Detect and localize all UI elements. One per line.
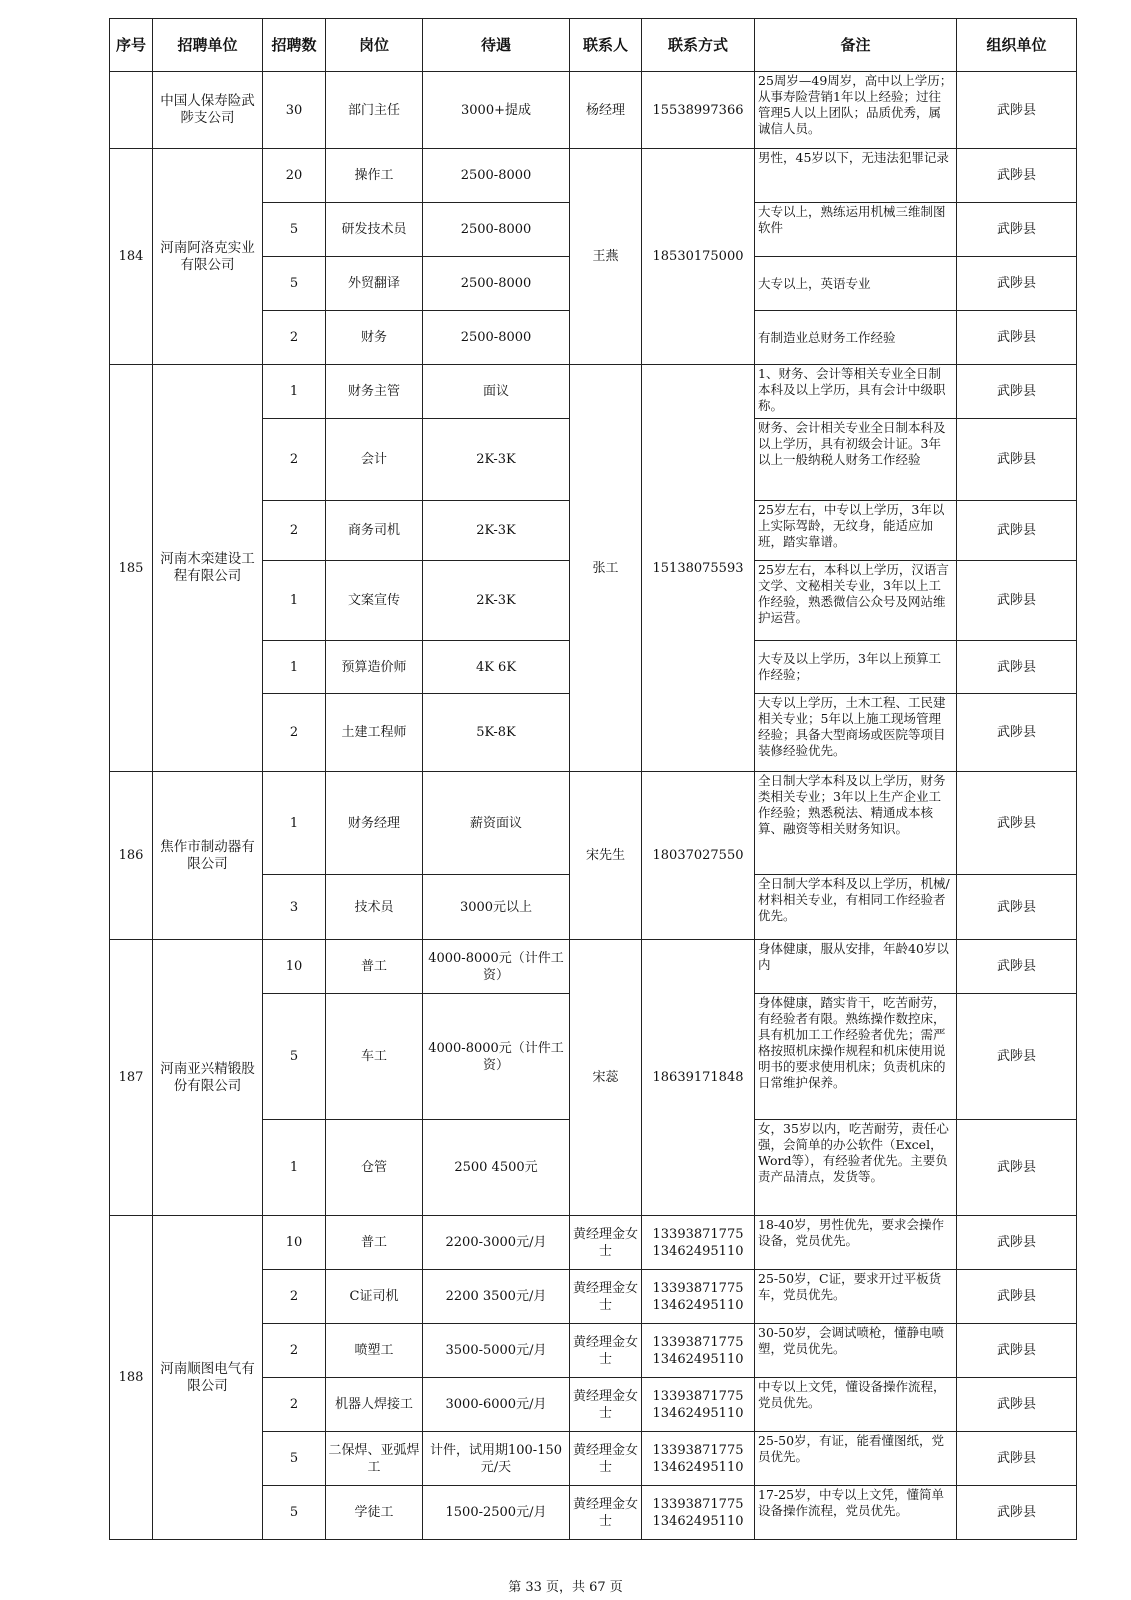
company-contact: 杨经理 [570,72,642,149]
job-count: 5 [263,1432,326,1486]
job-note: 25周岁—49周岁，高中以上学历；从事寿险营销1年以上经验；过往管理5人以上团队；品质优秀，属诚信人员。 [755,72,957,149]
job-note: 25岁左右，本科以上学历，汉语言文学、文秘相关专业，3年以上工作经验，熟悉微信公众号及网站维护运营。 [755,561,957,641]
header-phone: 联系方式 [642,19,755,72]
job-count: 1 [263,365,326,419]
job-contact: 黄经理金女士 [570,1270,642,1324]
job-post: 文案宣传 [326,561,423,641]
job-count: 2 [263,694,326,772]
job-note: 25岁左右，中专以上学历，3年以上实际驾龄，无纹身，能适应加班，踏实靠谱。 [755,501,957,561]
job-pay: 1500-2500元/月 [423,1486,570,1540]
job-phone: 13393871775 13462495110 [642,1486,755,1540]
company-phone: 18639171848 [642,940,755,1216]
company-name: 河南木栾建设工程有限公司 [153,365,263,772]
job-pay: 2500-8000 [423,203,570,257]
company-contact: 宋蕊 [570,940,642,1216]
job-post: 操作工 [326,149,423,203]
job-note: 25-50岁，C证，要求开过平板货车，党员优先。 [755,1270,957,1324]
job-pay: 3000元以上 [423,875,570,940]
table-row [110,149,1077,203]
job-count: 1 [263,1120,326,1216]
job-pay: 计件，试用期100-150元/天 [423,1432,570,1486]
company-no: 186 [110,772,153,940]
company-no [110,72,153,149]
job-post: 仓管 [326,1120,423,1216]
job-phone: 13393871775 13462495110 [642,1432,755,1486]
company-phone: 18530175000 [642,149,755,365]
company-name: 河南亚兴精锻股份有限公司 [153,940,263,1216]
job-pay: 面议 [423,365,570,419]
header-pay: 待遇 [423,19,570,72]
job-pay: 3000-6000元/月 [423,1378,570,1432]
job-org: 武陟县 [957,1216,1077,1270]
job-note: 1、财务、会计等相关专业全日制本科及以上学历，具有会计中级职称。 [755,365,957,419]
job-post: 财务主管 [326,365,423,419]
company-contact: 张工 [570,365,642,772]
job-note: 17-25岁，中专以上文凭，懂简单设备操作流程，党员优先。 [755,1486,957,1540]
job-post: C证司机 [326,1270,423,1324]
company-no: 188 [110,1216,153,1540]
company-name: 河南阿洛克实业有限公司 [153,149,263,365]
job-pay: 薪资面议 [423,772,570,875]
job-contact: 黄经理金女士 [570,1378,642,1432]
job-count: 20 [263,149,326,203]
job-post: 普工 [326,940,423,994]
table-row [110,365,1077,419]
job-phone: 13393871775 13462495110 [642,1216,755,1270]
recruitment-table-sheet [109,18,1076,1571]
table-row [110,72,1077,149]
job-pay: 3500-5000元/月 [423,1324,570,1378]
job-post: 技术员 [326,875,423,940]
job-note: 女，35岁以内，吃苦耐劳，责任心强，会简单的办公软件（Excel，Word等），有经验者优先。主要负责产品清点，发货等。 [755,1120,957,1216]
job-org: 武陟县 [957,419,1077,501]
job-post: 喷塑工 [326,1324,423,1378]
header-note: 备注 [755,19,957,72]
header-contact: 联系人 [570,19,642,72]
job-pay: 3000+提成 [423,72,570,149]
job-post: 土建工程师 [326,694,423,772]
job-contact: 黄经理金女士 [570,1216,642,1270]
company-phone: 15138075593 [642,365,755,772]
job-note: 中专以上文凭，懂设备操作流程，党员优先。 [755,1378,957,1432]
job-note: 身体健康，踏实肯干，吃苦耐劳，有经验者有限。熟练操作数控床，具有机加工工作经验者优先；需严格按照机床操作规程和机床使用说明书的要求使用机床；负责机床的日常维护保养。 [755,994,957,1120]
job-note: 大专以上学历，土木工程、工民建相关专业；5年以上施工现场管理经验；具备大型商场或医院等项目装修经验优先。 [755,694,957,772]
job-pay: 4K 6K [423,641,570,694]
job-pay: 5K-8K [423,694,570,772]
job-pay: 4000-8000元（计件工资） [423,994,570,1120]
job-org: 武陟县 [957,875,1077,940]
job-note: 大专以上，英语专业 [755,257,957,311]
job-count: 2 [263,1270,326,1324]
job-count: 5 [263,994,326,1120]
table-row [110,772,1077,875]
job-count: 2 [263,1378,326,1432]
job-count: 2 [263,311,326,365]
job-note: 全日制大学本科及以上学历，机械/材料相关专业，有相同工作经验者优先。 [755,875,957,940]
job-note: 大专及以上学历，3年以上预算工作经验； [755,641,957,694]
company-name: 河南顺图电气有限公司 [153,1216,263,1540]
job-org: 武陟县 [957,994,1077,1120]
job-count: 1 [263,641,326,694]
job-org: 武陟县 [957,1120,1077,1216]
job-note: 25-50岁，有证，能看懂图纸，党员优先。 [755,1432,957,1486]
job-count: 3 [263,875,326,940]
job-count: 5 [263,1486,326,1540]
job-contact: 黄经理金女士 [570,1432,642,1486]
job-pay: 2200 3500元/月 [423,1270,570,1324]
job-org: 武陟县 [957,1324,1077,1378]
job-note: 大专以上，熟练运用机械三维制图软件 [755,203,957,257]
job-post: 部门主任 [326,72,423,149]
job-pay: 2K-3K [423,501,570,561]
job-org: 武陟县 [957,501,1077,561]
job-contact: 黄经理金女士 [570,1324,642,1378]
job-org: 武陟县 [957,311,1077,365]
header-company: 招聘单位 [153,19,263,72]
job-org: 武陟县 [957,561,1077,641]
company-contact: 宋先生 [570,772,642,940]
job-org: 武陟县 [957,1378,1077,1432]
job-org: 武陟县 [957,1432,1077,1486]
job-pay: 2K-3K [423,561,570,641]
job-org: 武陟县 [957,365,1077,419]
job-count: 1 [263,561,326,641]
header-org: 组织单位 [957,19,1077,72]
job-note: 18-40岁，男性优先，要求会操作设备，党员优先。 [755,1216,957,1270]
job-pay: 2500 4500元 [423,1120,570,1216]
job-count: 2 [263,501,326,561]
job-org: 武陟县 [957,641,1077,694]
job-post: 外贸翻译 [326,257,423,311]
job-org: 武陟县 [957,694,1077,772]
job-pay: 2200-3000元/月 [423,1216,570,1270]
job-phone: 13393871775 13462495110 [642,1270,755,1324]
job-pay: 2500-8000 [423,257,570,311]
page-number: 第 33 页，共 67 页 [508,1580,623,1595]
job-post: 预算造价师 [326,641,423,694]
job-post: 研发技术员 [326,203,423,257]
job-post: 商务司机 [326,501,423,561]
company-phone: 18037027550 [642,772,755,940]
job-count: 2 [263,419,326,501]
job-org: 武陟县 [957,72,1077,149]
job-count: 10 [263,940,326,994]
job-note: 男性，45岁以下，无违法犯罪记录 [755,149,957,203]
job-org: 武陟县 [957,149,1077,203]
job-phone: 13393871775 13462495110 [642,1324,755,1378]
job-count: 5 [263,203,326,257]
job-count: 10 [263,1216,326,1270]
company-no: 185 [110,365,153,772]
job-note: 身体健康，服从安排，年龄40岁以内 [755,940,957,994]
company-name: 中国人保寿险武陟支公司 [153,72,263,149]
page-footer [0,1576,1131,1595]
job-note: 有制造业总财务工作经验 [755,311,957,365]
table-row [110,1216,1077,1270]
job-count: 1 [263,772,326,875]
job-post: 机器人焊接工 [326,1378,423,1432]
company-no: 184 [110,149,153,365]
job-phone: 13393871775 13462495110 [642,1378,755,1432]
job-note: 财务、会计相关专业全日制本科及以上学历，具有初级会计证。3年以上一般纳税人财务工作经验 [755,419,957,501]
job-pay: 4000-8000元（计件工资） [423,940,570,994]
job-org: 武陟县 [957,940,1077,994]
job-pay: 2500-8000 [423,149,570,203]
job-count: 5 [263,257,326,311]
header-count: 招聘数 [263,19,326,72]
job-note: 全日制大学本科及以上学历，财务类相关专业；3年以上生产企业工作经验；熟悉税法、精通成本核算、融资等相关财务知识。 [755,772,957,875]
table-row [110,940,1077,994]
header-row [110,19,1077,72]
job-post: 会计 [326,419,423,501]
job-count: 30 [263,72,326,149]
header-post: 岗位 [326,19,423,72]
job-org: 武陟县 [957,1270,1077,1324]
job-note: 30-50岁，会调试喷枪，懂静电喷塑，党员优先。 [755,1324,957,1378]
job-post: 学徒工 [326,1486,423,1540]
company-no: 187 [110,940,153,1216]
company-phone: 15538997366 [642,72,755,149]
job-post: 财务经理 [326,772,423,875]
job-post: 车工 [326,994,423,1120]
header-no: 序号 [110,19,153,72]
recruitment-table [109,18,1077,1540]
job-pay: 2K-3K [423,419,570,501]
job-pay: 2500-8000 [423,311,570,365]
job-post: 普工 [326,1216,423,1270]
job-post: 财务 [326,311,423,365]
company-name: 焦作市制动器有限公司 [153,772,263,940]
company-contact: 王燕 [570,149,642,365]
job-org: 武陟县 [957,257,1077,311]
job-count: 2 [263,1324,326,1378]
job-contact: 黄经理金女士 [570,1486,642,1540]
job-org: 武陟县 [957,1486,1077,1540]
job-post: 二保焊、亚弧焊工 [326,1432,423,1486]
job-org: 武陟县 [957,203,1077,257]
job-org: 武陟县 [957,772,1077,875]
